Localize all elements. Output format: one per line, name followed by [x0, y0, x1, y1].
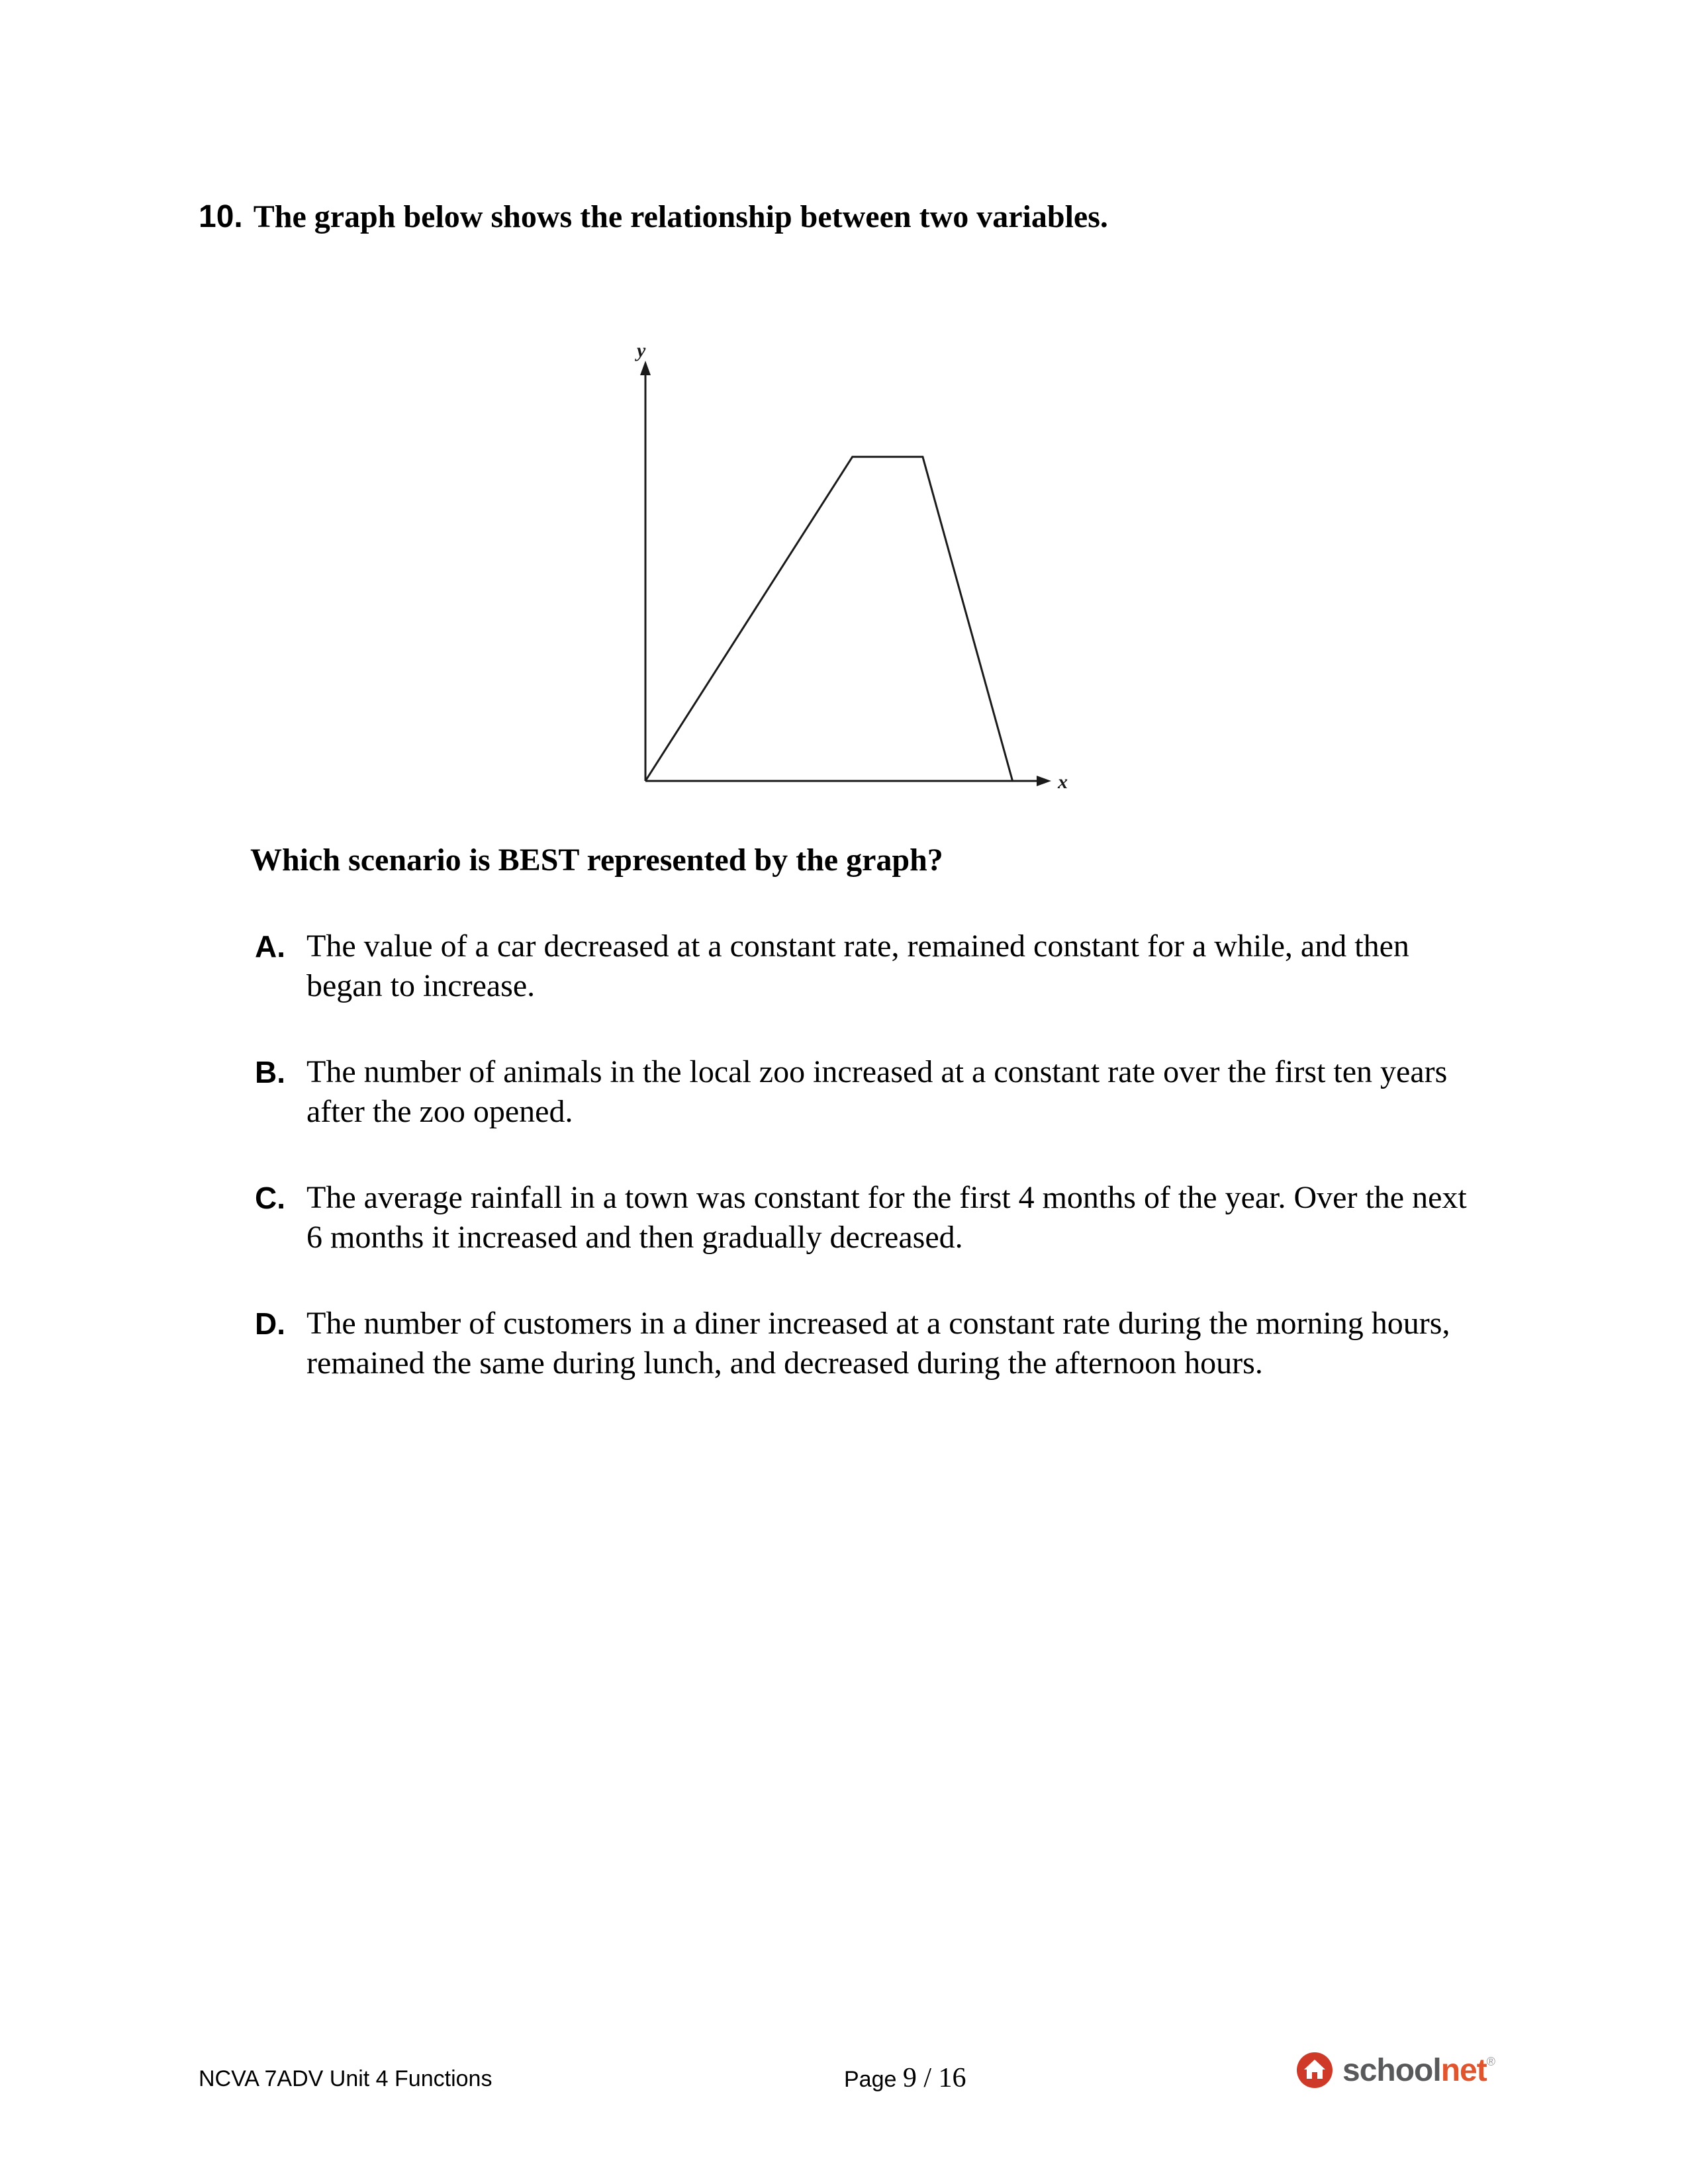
graph-svg — [622, 341, 1086, 817]
answer-option-c — [255, 1178, 1473, 1257]
logo-school-text: school — [1342, 2052, 1441, 2088]
graph-curve — [645, 457, 1013, 781]
answer-option-b — [255, 1052, 1473, 1132]
logo-net-text: net — [1440, 2052, 1487, 2088]
option-letter: A. — [255, 929, 285, 964]
question-text: The graph below shows the relationship between two variables. — [253, 199, 1108, 234]
question-number: 10. — [199, 199, 243, 234]
graph-figure — [622, 341, 1086, 817]
answer-options — [255, 927, 1473, 1430]
x-axis-arrowhead — [1037, 776, 1051, 786]
option-text: The number of customers in a diner increased at a constant rate during the morning hours, remained the same during lunch, and decreased during the afternoon hours. — [306, 1306, 1450, 1381]
option-letter: B. — [255, 1055, 285, 1089]
answer-option-d — [255, 1304, 1473, 1383]
house-door — [1312, 2072, 1317, 2079]
logo-registered-mark: ® — [1486, 2054, 1495, 2068]
option-text: The average rainfall in a town was constant for the first 4 months of the year. Over the next 6 months it increased and then gradually decreased. — [306, 1180, 1467, 1255]
question-stem — [199, 199, 1108, 235]
footer-page-indicator — [844, 2062, 966, 2094]
y-axis-label: y — [637, 341, 646, 361]
answer-option-a — [255, 927, 1473, 1006]
option-text: The number of animals in the local zoo increased at a constant rate over the first ten years after the zoo opened. — [306, 1054, 1448, 1129]
schoolnet-logo — [1296, 2052, 1495, 2089]
footer-course-label: NCVA 7ADV Unit 4 Functions — [199, 2066, 492, 2091]
schoolnet-wordmark — [1342, 2052, 1495, 2089]
x-axis-label: x — [1058, 771, 1068, 793]
y-axis-arrowhead — [640, 361, 651, 375]
option-text: The value of a car decreased at a constant rate, remained constant for a while, and then began to increase. — [306, 929, 1409, 1003]
page-label: Page — [844, 2067, 897, 2092]
option-letter: D. — [255, 1306, 285, 1341]
schoolnet-house-icon — [1296, 2052, 1333, 2089]
question-prompt: Which scenario is BEST represented by the graph? — [250, 842, 943, 878]
option-letter: C. — [255, 1181, 285, 1215]
page-number: 9 / 16 — [902, 2063, 966, 2093]
